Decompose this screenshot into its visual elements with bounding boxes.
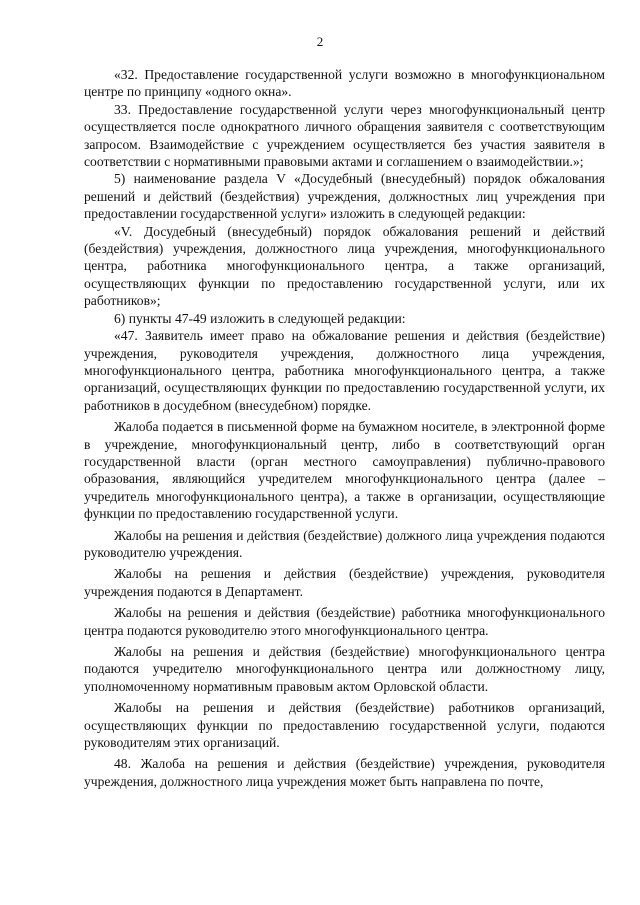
paragraph-complaint-institution: Жалобы на решения и действия (бездействие) учреждения, руководителя учреждения подаются в Департамент. — [84, 566, 605, 599]
page-number: 2 — [316, 34, 324, 49]
paragraph-complaint-official: Жалобы на решения и действия (бездействие) должного лица учреждения подаются руководителю учреждения. — [84, 527, 605, 560]
paragraph-32: «32. Предоставление государственной услуги возможно в многофункциональном центре по принципу «одного окна». — [84, 67, 605, 100]
paragraph-complaint-mfc-worker: Жалобы на решения и действия (бездействие) работника многофункционального центра подаются руководителю этого многофункционального центра. — [84, 605, 605, 638]
paragraph-complaint-organizations: Жалобы на решения и действия (бездействие) работников организаций, осуществляющих функции по предоставлению государственной услуги, подаются руководителям этих организаций. — [84, 700, 605, 751]
paragraph-item-5: 5) наименование раздела V «Досудебный (внесудебный) порядок обжалования решений и действий (бездействия) учреждения, должностных лиц учреждения при предоставлении государственной услуги» изложить в следующей редакции: — [84, 171, 605, 222]
paragraph-47: «47. Заявитель имеет право на обжалование решения и действия (бездействие) учреждения, руководителя учреждения, должностного лица учреждения, многофункционального центра, работника многофункционального центра, а также организаций, осуществляющих функции по предоставлению государственной услуги, их работников в досудебном (внесудебном) порядке. — [84, 328, 605, 413]
paragraph-complaint-form: Жалоба подается в письменной форме на бумажном носителе, в электронной форме в учреждение, многофункциональный центр, либо в соответствующий орган государственной власти (орган местного самоуправления) публично-правового образования, являющийся учредителем многофункционального центра (далее – учредитель многофункционального центра), а также в организации, осуществляющие функции по предоставлению государственной услуги. — [84, 419, 605, 522]
paragraph-33: 33. Предоставление государственной услуги через многофункциональный центр осуществляется после однократного личного обращения заявителя с соответствующим запросом. Взаимодействие с учреждением осуществляется без участия заявителя в соответствии с нормативными правовыми актами и соглашением о взаимодействии.»; — [84, 101, 605, 170]
document-body — [84, 66, 605, 790]
paragraph-item-6: 6) пункты 47-49 изложить в следующей редакции: — [114, 310, 406, 326]
paragraph-section-v-title: «V. Досудебный (внесудебный) порядок обжалования решений и действий (бездействия) учреждения, должностного лица учреждения, многофункционального центра, работника многофункционального центра, а также организаций, осуществляющих функции по предоставлению государственной услуги, или их работников»; — [84, 223, 605, 309]
paragraph-complaint-mfc: Жалобы на решения и действия (бездействие) многофункционального центра подаются учредителю многофункционального центра или должностному лицу, уполномоченному нормативным правовым актом Орловской области. — [84, 644, 605, 694]
paragraph-48: 48. Жалоба на решения и действия (бездействие) учреждения, руководителя учреждения, должностного лица учреждения может быть направлена по почте, — [84, 756, 605, 789]
